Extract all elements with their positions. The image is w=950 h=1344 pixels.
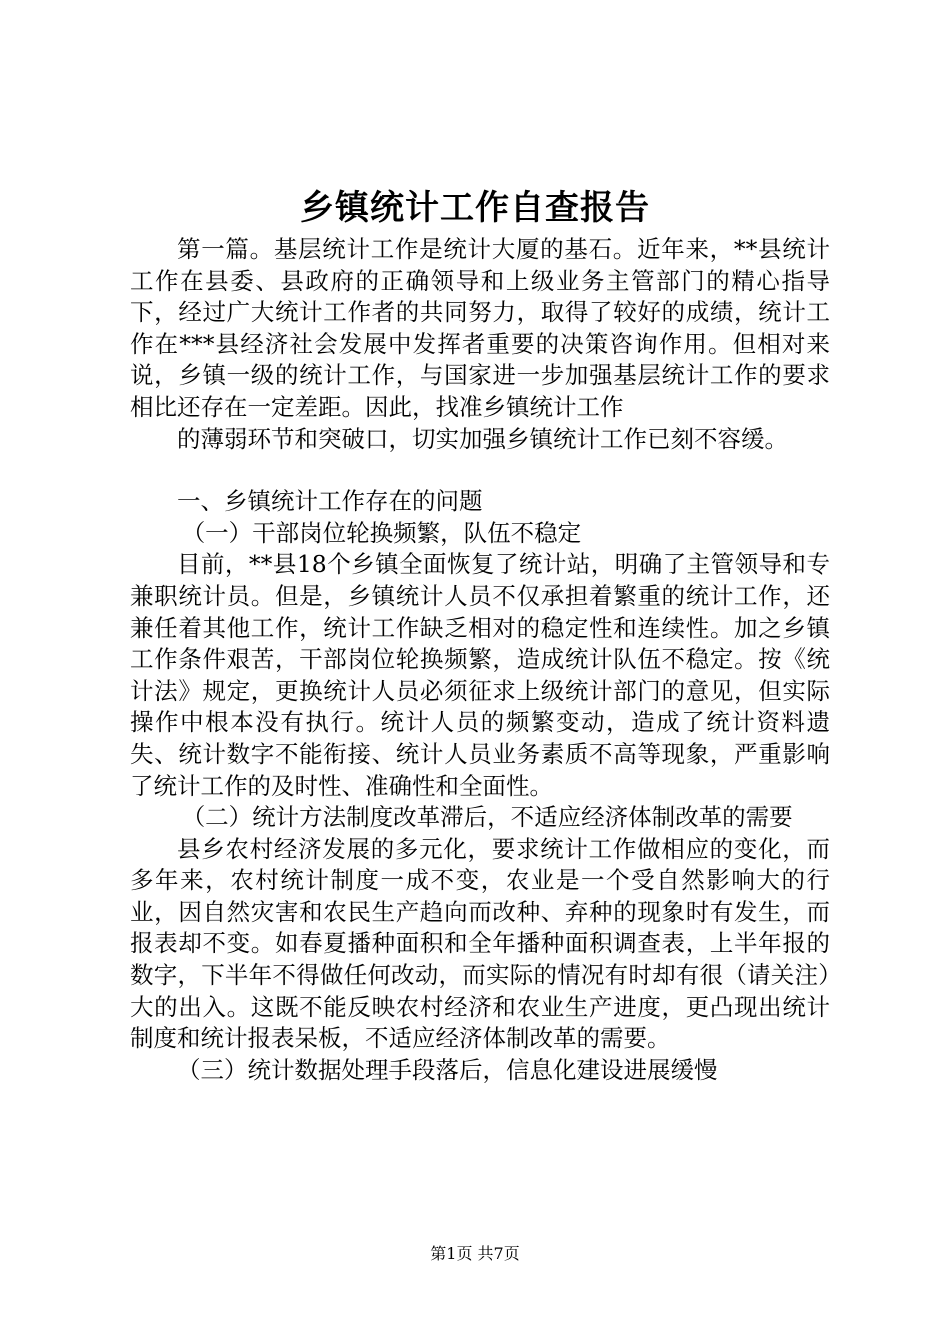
subheading-1: （一）干部岗位轮换频繁，队伍不稳定 (181, 518, 582, 547)
subheading-3: （三）统计数据处理手段落后，信息化建设进展缓慢 (177, 1055, 718, 1084)
section-heading-problems: 一、乡镇统计工作存在的问题 (177, 487, 483, 516)
paragraph-intro: 第一篇。基层统计工作是统计大厦的基石。近年来，**县统计工作在县委、县政府的正确领导和上级业务主管部门的精心指导下，经过广大统计工作者的共同努力，取得了较好的成绩，统计工作在***县经济社会发展中发挥者重要的决策咨询作用。但相对来说，乡镇一级的统计工作，与国家进一步加强基层统计工作的要求相比还存在一定差距。因此，找准乡镇统计工作 (130, 235, 830, 421)
paragraph-intro-continued: 的薄弱环节和突破口，切实加强乡镇统计工作已刻不容缓。 (177, 424, 788, 453)
paragraph-method-reform: 县乡农村经济发展的多元化，要求统计工作做相应的变化，而多年来，农村统计制度一成不变，农业是一个受自然影响大的行业，因自然灾害和农民生产趋向而改种、弃种的现象时有发生，而报表却不变。如春夏播种面积和全年播种面积调查表，上半年报的数字，下半年不得做任何改动，而实际的情况有时却有很（请关注）大的出入。这既不能反映农村经济和农业生产进度，更凸现出统计制度和统计报表呆板，不适应经济体制改革的需要。 (130, 834, 830, 1053)
subheading-2: （二）统计方法制度改革滞后，不适应经济体制改革的需要 (181, 803, 793, 832)
paragraph-staff-turnover: 目前，**县18个乡镇全面恢复了统计站，明确了主管领导和专兼职统计员。但是，乡镇统计人员不仅承担着繁重的统计工作，还兼任着其他工作，统计工作缺乏相对的稳定性和连续性。加之乡镇工作条件艰苦，干部岗位轮换频繁，造成统计队伍不稳定。按《统计法》规定，更换统计人员必须征求上级统计部门的意见，但实际操作中根本没有执行。统计人员的频繁变动，造成了统计资料遗失、统计数字不能衔接、统计人员业务素质不高等现象，严重影响了统计工作的及时性、准确性和全面性。 (130, 550, 830, 800)
document-body (130, 234, 830, 1086)
paragraph-gap (130, 455, 830, 486)
document-title: 乡镇统计工作自查报告 (300, 188, 650, 228)
page-number-footer: 第1页 共7页 (430, 1244, 520, 1263)
